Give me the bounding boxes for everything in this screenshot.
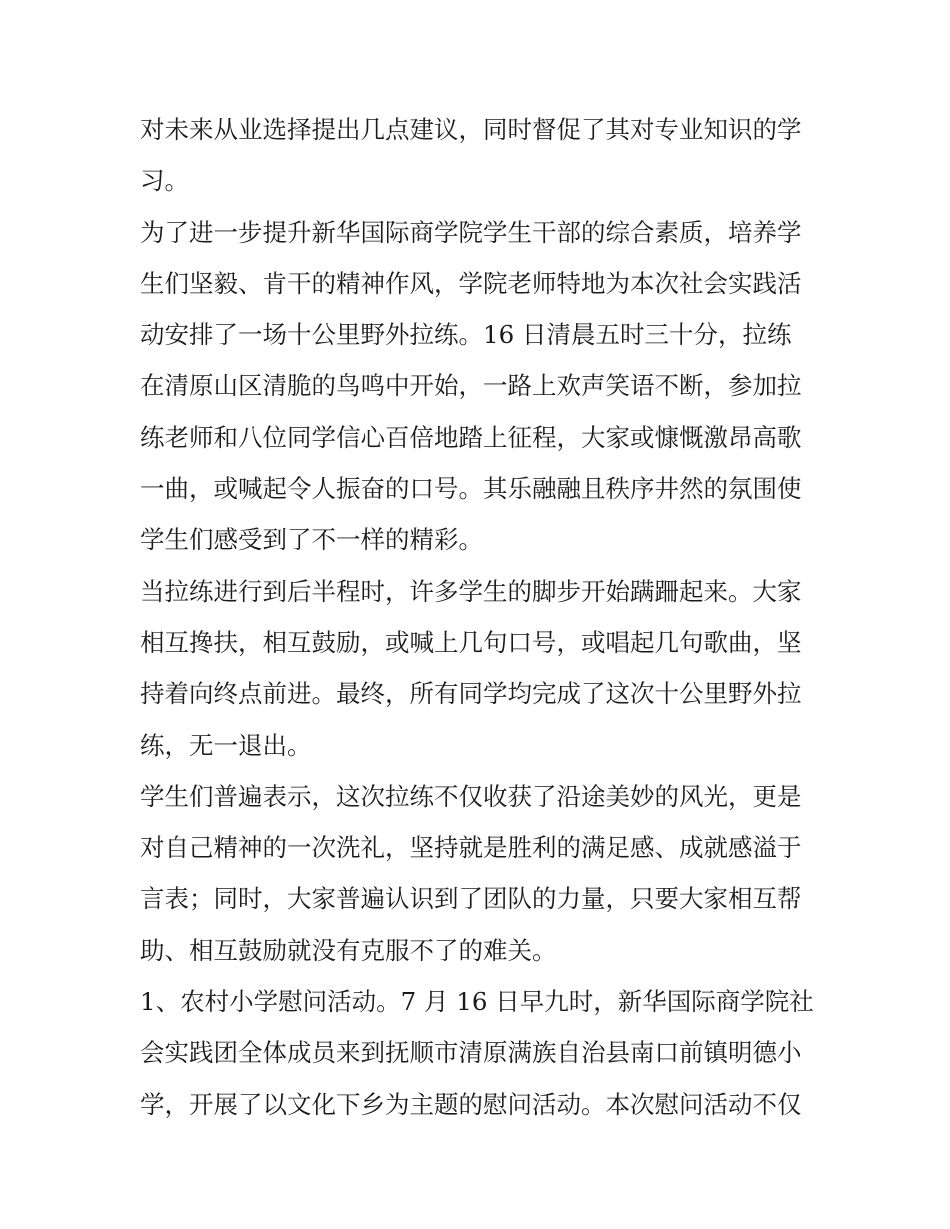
text-line: 相互搀扶，相互鼓励，或喊上几句口号，或唱起几句歌曲，坚 bbox=[140, 627, 802, 657]
text-line: 1、农村小学慰问活动。7 月 16 日早九时，新华国际商学院社 bbox=[140, 987, 814, 1017]
text-line: 学生们普遍表示，这次拉练不仅收获了沿途美妙的风光，更是 bbox=[140, 781, 802, 811]
text-line: 练，无一退出。 bbox=[140, 730, 312, 760]
text-line: 生们坚毅、肯干的精神作风，学院老师特地为本次社会实践活 bbox=[140, 268, 802, 298]
text-line: 动安排了一场十公里野外拉练。16 日清晨五时三十分，拉练 bbox=[140, 320, 792, 350]
text-line: 当拉练进行到后半程时，许多学生的脚步开始蹒跚起来。大家 bbox=[140, 576, 802, 606]
text-line: 学，开展了以文化下乡为主题的慰问活动。本次慰问活动不仅 bbox=[140, 1089, 802, 1119]
text-line: 持着向终点前进。最终，所有同学均完成了这次十公里野外拉 bbox=[140, 679, 802, 709]
text-line: 会实践团全体成员来到抚顺市清原满族自治县南口前镇明德小 bbox=[140, 1038, 802, 1068]
text-line: 对自己精神的一次洗礼，坚持就是胜利的满足感、成就感溢于 bbox=[140, 833, 802, 863]
text-line: 学生们感受到了不一样的精彩。 bbox=[140, 525, 483, 555]
text-line: 言表；同时，大家普遍认识到了团队的力量，只要大家相互帮 bbox=[140, 884, 802, 914]
text-line: 在清原山区清脆的鸟鸣中开始，一路上欢声笑语不断，参加拉 bbox=[140, 371, 802, 401]
document-body bbox=[140, 104, 820, 1130]
text-line: 对未来从业选择提出几点建议，同时督促了其对专业知识的学 bbox=[140, 115, 802, 144]
text-line: 为了进一步提升新华国际商学院学生干部的综合素质，培养学 bbox=[140, 217, 802, 247]
text-line: 一曲，或喊起令人振奋的口号。其乐融融且秩序井然的氛围使 bbox=[140, 474, 802, 504]
text-line: 习。 bbox=[140, 166, 189, 196]
text-line: 练老师和八位同学信心百倍地踏上征程，大家或慷慨激昂高歌 bbox=[140, 422, 802, 452]
text-line: 助、相互鼓励就没有克服不了的难关。 bbox=[140, 935, 557, 965]
